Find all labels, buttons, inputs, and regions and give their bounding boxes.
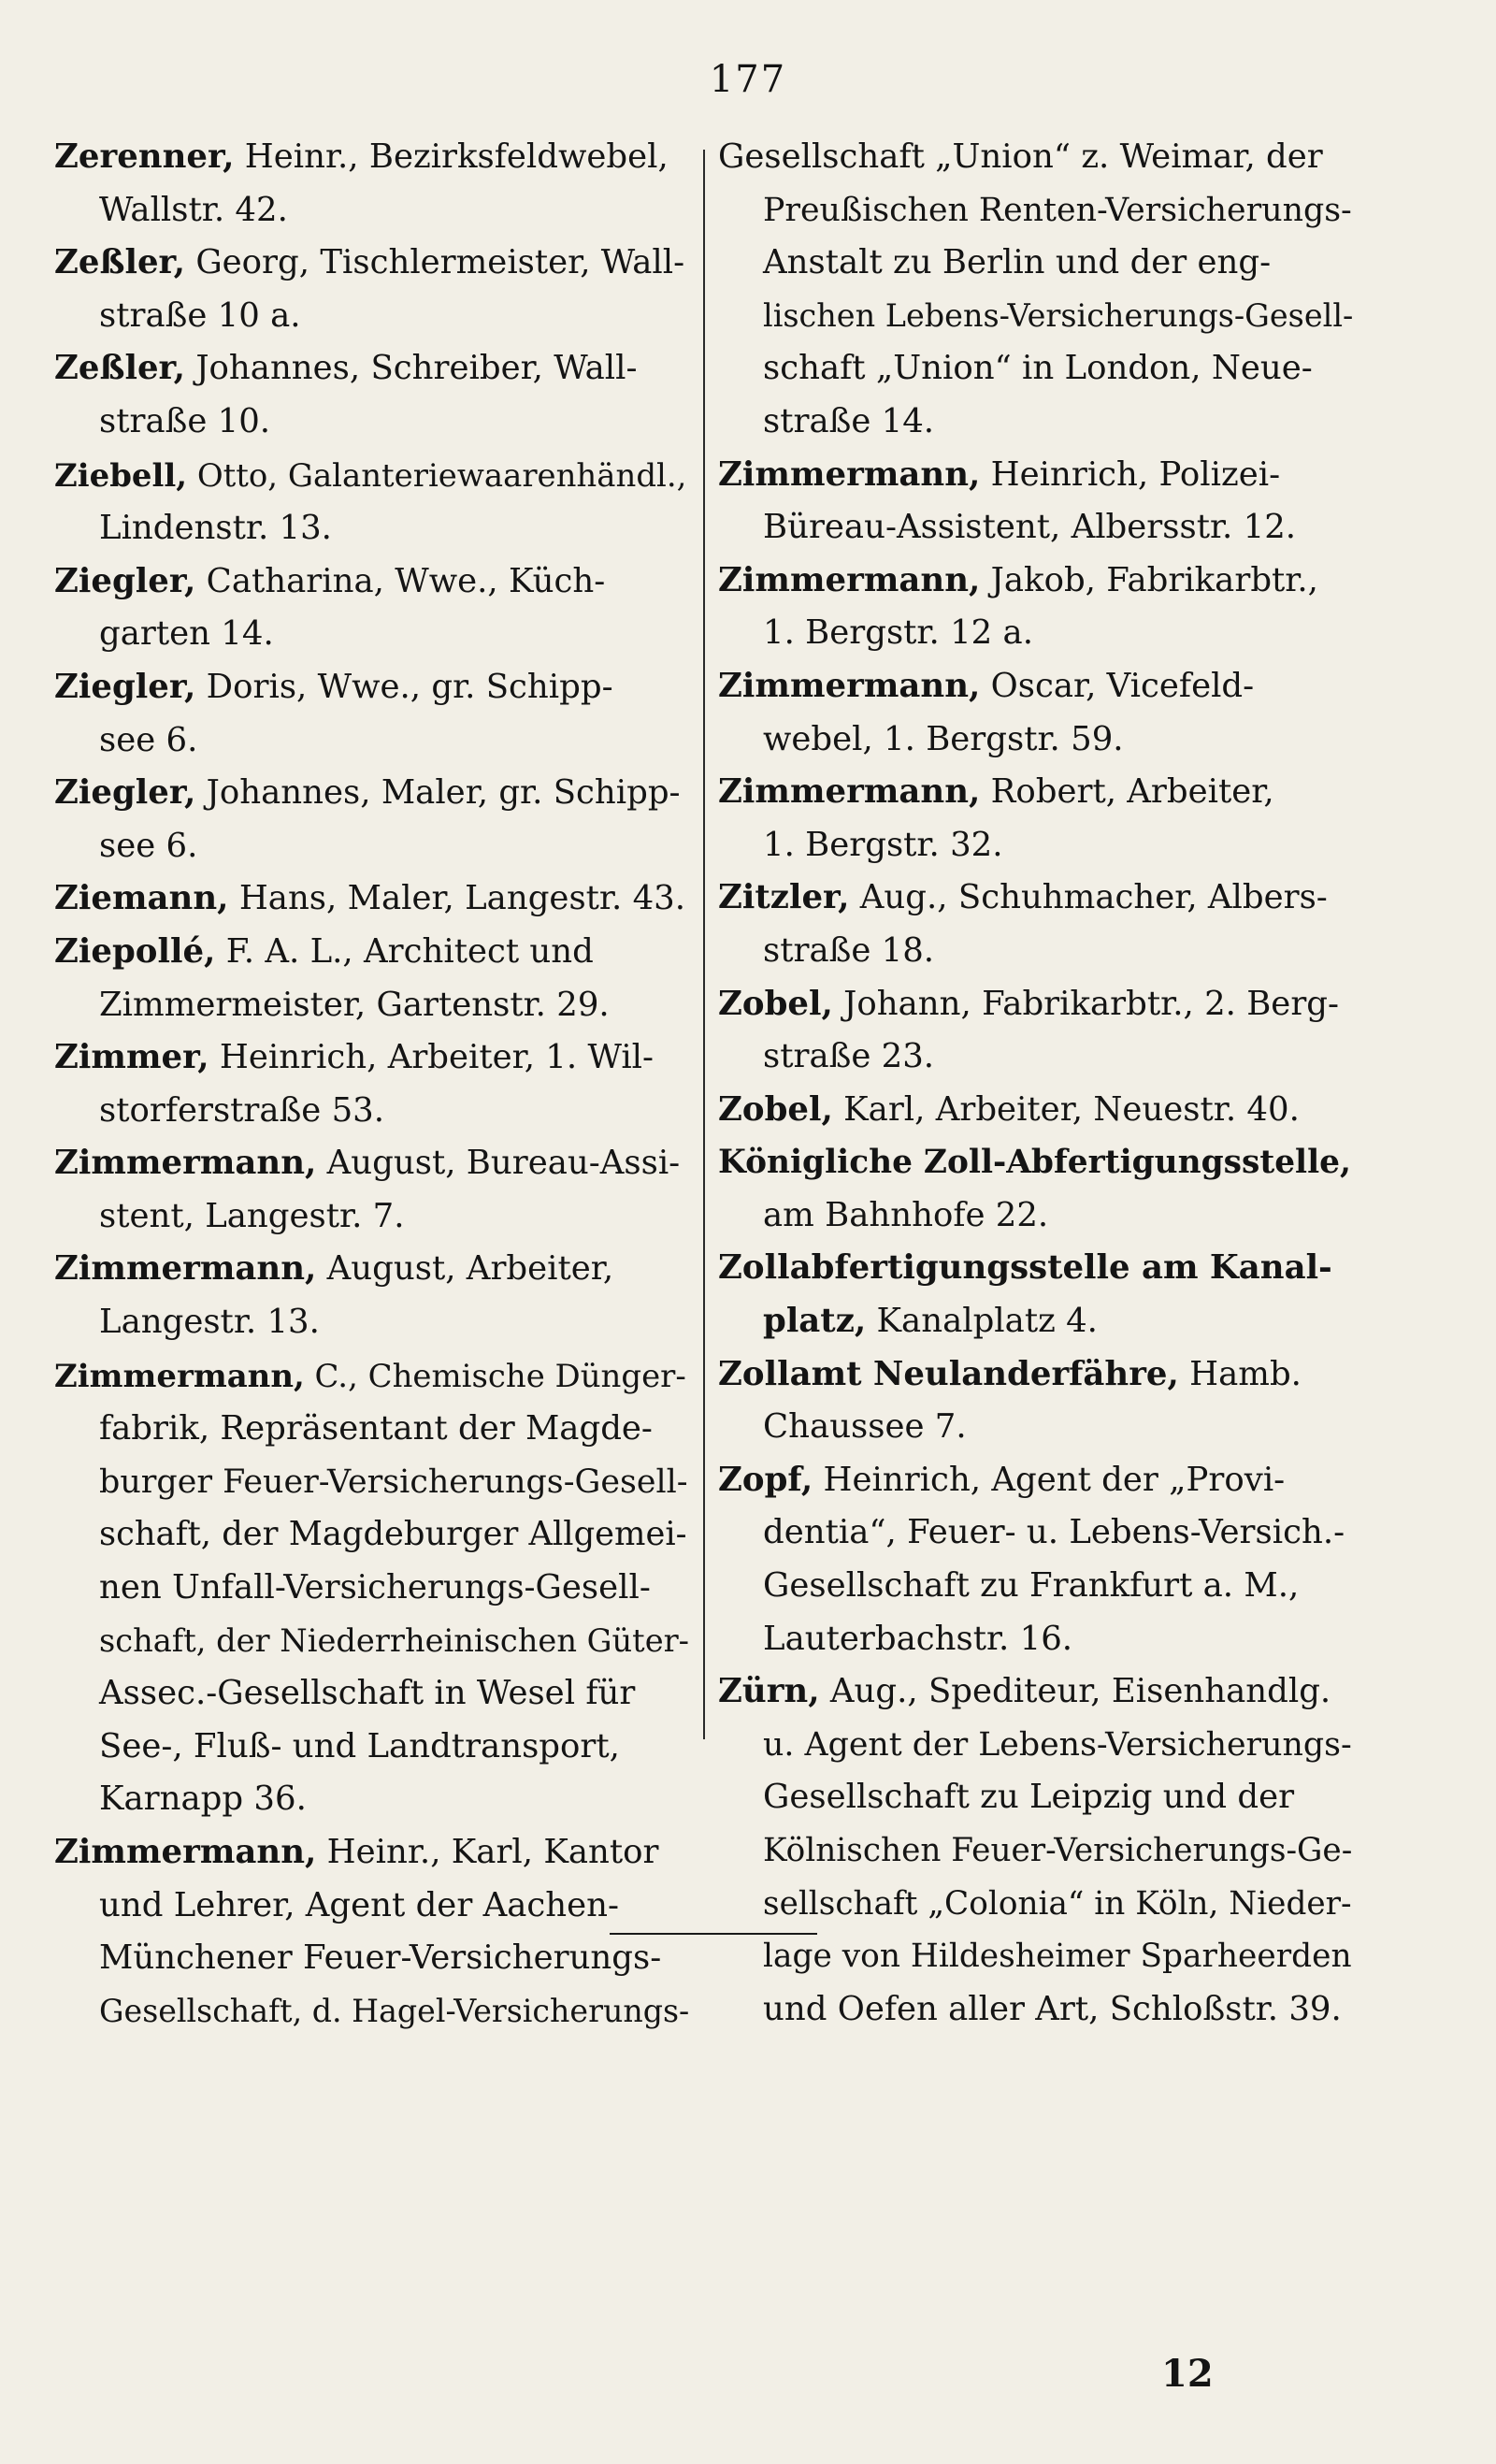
entry-text: Hamb. <box>1178 1354 1302 1393</box>
entry-line <box>718 1136 1354 1189</box>
entry-text: sellschaft „Colonia“ in Köln, Nieder- <box>763 1884 1352 1923</box>
entry-line <box>718 1878 1354 1931</box>
directory-entry <box>54 872 690 926</box>
entry-text: Johann, Fabrikarbtr., 2. Berg- <box>832 984 1340 1023</box>
page-number: 177 <box>709 58 787 101</box>
entry-line <box>718 184 1354 238</box>
entry-line <box>718 1189 1354 1243</box>
section-rule <box>610 1933 817 1935</box>
entry-text: Catharina, Wwe., Küch- <box>195 561 606 600</box>
directory-entry <box>54 555 690 661</box>
entry-name: Zimmermann, <box>54 1833 317 1871</box>
entry-text: Otto, Galanteriewaarenhändl., <box>187 456 687 494</box>
entry-line <box>54 1508 690 1562</box>
entry-text: straße 18. <box>763 930 935 970</box>
directory-entry <box>54 1137 690 1243</box>
entry-text: Heinr., Bezirksfeldwebel, <box>234 137 669 176</box>
entry-name: Zobel, <box>718 984 833 1023</box>
entry-line <box>718 1242 1354 1295</box>
entry-text: Robert, Arbeiter, <box>980 772 1274 812</box>
entry-text: 1. Bergstr. 32. <box>763 825 1003 864</box>
entry-text: Gesellschaft zu Frankfurt a. M., <box>763 1566 1300 1606</box>
entry-text: Kölnischen Feuer-Versicherungs-Ge- <box>763 1832 1353 1869</box>
entry-text: am Bahnhofe 22. <box>763 1195 1049 1234</box>
entry-line <box>54 1667 690 1721</box>
entry-text: Gesellschaft „Union“ z. Weimar, der <box>718 137 1323 176</box>
entry-text: straße 23. <box>763 1037 935 1076</box>
entry-name: platz, <box>763 1302 867 1341</box>
entry-name: Zopf, <box>718 1460 813 1499</box>
entry-text: F. A. L., Architect und <box>215 931 594 971</box>
entry-line <box>718 1506 1354 1560</box>
entry-text: garten 14. <box>99 614 274 654</box>
directory-entry <box>54 1031 690 1137</box>
entry-name: Zimmermann, <box>54 1356 305 1394</box>
entry-line <box>718 660 1354 713</box>
entry-line <box>718 1930 1354 1983</box>
entry-name: Königliche Zoll-Abfertigungsstelle, <box>718 1144 1351 1182</box>
entry-line <box>718 1613 1354 1666</box>
entry-text: Lauterbachstr. 16. <box>763 1619 1073 1658</box>
entry-line <box>718 342 1354 396</box>
entry-text: und Lehrer, Agent der Aachen- <box>99 1885 619 1924</box>
directory-entry <box>718 449 1354 555</box>
entry-line <box>54 502 690 555</box>
entry-line <box>718 925 1354 978</box>
directory-entry <box>718 660 1354 766</box>
entry-text: Oscar, Vicefeld- <box>980 666 1255 705</box>
entry-name: Ziegler, <box>54 667 196 706</box>
entry-line <box>718 1665 1354 1719</box>
entry-text: C., Chemische Dünger- <box>304 1357 686 1394</box>
entry-name: Ziegler, <box>54 561 196 600</box>
entry-text: Preußischen Renten-Versicherungs- <box>763 191 1352 229</box>
directory-entry <box>718 978 1354 1084</box>
entry-text: webel, 1. Bergstr. 59. <box>763 719 1124 758</box>
entry-text: See-, Fluß- und Landtransport, <box>99 1726 620 1765</box>
entry-name: Ziepollé, <box>54 931 216 971</box>
entry-line <box>54 184 690 238</box>
entry-line <box>54 608 690 661</box>
entry-text: Heinrich, Polizei- <box>980 454 1281 494</box>
entry-name: Zürn, <box>718 1672 820 1711</box>
entry-text: fabrik, Repräsentant der Magde- <box>99 1409 653 1448</box>
entry-line <box>54 1403 690 1456</box>
entry-name: Ziebell, <box>54 455 188 494</box>
entry-line <box>54 1296 690 1349</box>
directory-entry <box>54 1349 690 1826</box>
entry-text: Heinrich, Agent der „Provi- <box>813 1460 1286 1499</box>
entry-name: Zollabfertigungsstelle am Kanal- <box>718 1248 1332 1288</box>
directory-entry <box>54 661 690 767</box>
entry-line <box>54 1615 690 1668</box>
directory-entry <box>54 1826 690 2038</box>
directory-entry <box>54 342 690 448</box>
entry-line <box>54 237 690 290</box>
entry-text: Heinr., Karl, Kantor <box>316 1833 659 1871</box>
directory-entry <box>718 1665 1354 2036</box>
entry-text: Gesellschaft zu Leipzig und der <box>763 1778 1295 1817</box>
entry-name: Zeßler, <box>54 243 186 282</box>
entry-text: Assec.-Gesellschaft in Wesel für <box>99 1674 636 1713</box>
entry-line <box>718 131 1354 184</box>
entry-text: Zimmermeister, Gartenstr. 29. <box>99 985 610 1024</box>
directory-entry <box>718 1084 1354 1137</box>
entry-name: Zobel, <box>718 1089 833 1129</box>
entry-line <box>54 449 690 503</box>
entry-line <box>54 1773 690 1826</box>
entry-line <box>718 1084 1354 1137</box>
directory-entry <box>54 767 690 872</box>
entry-line <box>718 1983 1354 2037</box>
entry-line <box>54 979 690 1032</box>
entry-name: Zimmermann, <box>718 560 981 599</box>
entry-line <box>54 1932 690 1985</box>
entry-line <box>718 1295 1354 1348</box>
entry-text: Johannes, Schreiber, Wall- <box>185 349 638 388</box>
entry-line <box>718 555 1354 608</box>
entry-line <box>54 1985 690 2039</box>
entry-line <box>718 1824 1354 1878</box>
directory-entry <box>718 1136 1354 1242</box>
entry-text: nen Unfall-Versicherungs-Gesell- <box>99 1568 651 1607</box>
entry-text: August, Arbeiter, <box>316 1249 614 1289</box>
entry-line <box>54 1456 690 1509</box>
entry-text: Karnapp 36. <box>99 1780 307 1819</box>
entry-text: see 6. <box>99 720 198 759</box>
entry-line <box>54 926 690 979</box>
entry-text: Chaussee 7. <box>763 1407 967 1447</box>
entry-text: Aug., Schuhmacher, Albers- <box>849 878 1328 917</box>
entry-text: stent, Langestr. 7. <box>99 1196 405 1235</box>
entry-text: Georg, Tischlermeister, Wall- <box>185 243 685 282</box>
directory-entry <box>54 1243 690 1348</box>
entry-line <box>54 1826 690 1880</box>
entry-text: lage von Hildesheimer Sparheerden <box>763 1938 1352 1976</box>
entry-text: Langestr. 13. <box>99 1303 320 1342</box>
entry-line <box>54 661 690 714</box>
right-column <box>718 131 1354 2036</box>
entry-name: Ziegler, <box>54 773 196 813</box>
entry-name: Zollamt Neulanderfähre, <box>718 1354 1179 1393</box>
entry-line <box>54 1243 690 1296</box>
entry-line <box>718 1401 1354 1454</box>
entry-text: straße 10 a. <box>99 295 301 335</box>
directory-entry <box>54 449 690 555</box>
entry-line <box>718 449 1354 502</box>
entry-text: Doris, Wwe., gr. Schipp- <box>195 667 613 706</box>
entry-line <box>54 1085 690 1138</box>
entry-text: August, Bureau-Assi- <box>316 1144 681 1183</box>
entry-line <box>718 1348 1354 1402</box>
entry-text: Hans, Maler, Langestr. 43. <box>228 879 686 918</box>
entry-line <box>718 1771 1354 1824</box>
entry-line <box>54 1562 690 1615</box>
entry-line <box>718 290 1354 343</box>
entry-line <box>54 714 690 768</box>
entry-line <box>54 290 690 343</box>
entry-line <box>718 713 1354 767</box>
directory-entry <box>718 872 1354 977</box>
entry-line <box>54 820 690 873</box>
directory-entry <box>718 1242 1354 1347</box>
directory-entry <box>54 926 690 1031</box>
entry-text: Münchener Feuer-Versicherungs- <box>99 1938 662 1978</box>
entry-name: Zimmermann, <box>718 666 981 705</box>
entry-line <box>718 1719 1354 1772</box>
entry-text: Aug., Spediteur, Eisenhandlg. <box>819 1672 1331 1711</box>
directory-entry <box>718 766 1354 872</box>
entry-line <box>54 1349 690 1404</box>
entry-text: u. Agent der Lebens-Versicherungs- <box>763 1725 1352 1764</box>
entry-text: Heinrich, Arbeiter, 1. Wil- <box>209 1038 654 1077</box>
entry-name: Ziemann, <box>54 879 229 918</box>
entry-line <box>718 872 1354 925</box>
entry-line <box>718 607 1354 660</box>
entry-text: 1. Bergstr. 12 a. <box>763 613 1033 653</box>
entry-text: Anstalt zu Berlin und der eng- <box>763 243 1272 282</box>
entry-line <box>718 1454 1354 1507</box>
entry-name: Zerenner, <box>54 137 235 176</box>
entry-name: Zitzler, <box>718 878 850 917</box>
entry-line <box>718 237 1354 290</box>
entry-text: schaft „Union“ in London, Neue- <box>763 349 1313 388</box>
entry-line <box>54 396 690 449</box>
entry-line <box>54 342 690 396</box>
entry-text: Karl, Arbeiter, Neuestr. 40. <box>832 1089 1300 1129</box>
entry-line <box>54 872 690 926</box>
entry-text: dentia“, Feuer- u. Lebens-Versich.- <box>763 1513 1345 1552</box>
entry-line <box>718 501 1354 555</box>
column-divider <box>703 150 705 1739</box>
entry-line <box>718 766 1354 819</box>
entry-line <box>718 978 1354 1031</box>
entry-name: Zimmermann, <box>54 1144 317 1183</box>
entry-text: straße 10. <box>99 401 271 440</box>
directory-entry <box>54 131 690 237</box>
entry-line <box>54 1137 690 1190</box>
entry-name: Zimmermann, <box>54 1249 317 1289</box>
entry-line <box>718 1560 1354 1613</box>
entry-line <box>54 767 690 820</box>
entry-line <box>718 396 1354 449</box>
entry-line <box>54 555 690 609</box>
entry-text: Kanalplatz 4. <box>866 1302 1098 1341</box>
entry-text: Wallstr. 42. <box>99 190 288 229</box>
entry-line <box>54 1031 690 1085</box>
left-column <box>54 131 690 2038</box>
entry-text: storferstraße 53. <box>99 1090 385 1130</box>
entry-name: Zimmermann, <box>718 772 981 812</box>
entry-line <box>718 1030 1354 1084</box>
entry-text: straße 14. <box>763 401 935 440</box>
entry-text: burger Feuer-Versicherungs-Gesell- <box>99 1463 688 1501</box>
entry-text: lischen Lebens-Versicherungs-Gesell- <box>763 296 1354 334</box>
entry-name: Zeßler, <box>54 349 186 388</box>
entry-text: Gesellschaft, d. Hagel-Versicherungs- <box>99 1992 690 2029</box>
entry-name: Zimmermann, <box>718 454 981 494</box>
signature-mark: 12 <box>1161 2352 1214 2396</box>
entry-name: Zimmer, <box>54 1038 209 1077</box>
entry-text: Lindenstr. 13. <box>99 509 332 548</box>
entry-text: Büreau-Assistent, Albersstr. 12. <box>763 508 1297 547</box>
directory-entry <box>718 1454 1354 1665</box>
directory-entry <box>718 131 1354 449</box>
entry-text: schaft, der Niederrheinischen Güter- <box>99 1621 690 1659</box>
entry-line <box>54 1880 690 1933</box>
entry-line <box>54 131 690 184</box>
entry-line <box>54 1721 690 1774</box>
entry-text: Johannes, Maler, gr. Schipp- <box>195 773 681 813</box>
directory-entry <box>718 1348 1354 1454</box>
entry-line <box>54 1190 690 1244</box>
entry-text: schaft, der Magdeburger Allgemei- <box>99 1515 687 1554</box>
entry-line <box>718 819 1354 872</box>
directory-entry <box>54 237 690 342</box>
directory-entry <box>718 555 1354 660</box>
entry-text: Jakob, Fabrikarbtr., <box>980 560 1318 599</box>
entry-text: see 6. <box>99 826 198 865</box>
entry-text: und Oefen aller Art, Schloßstr. 39. <box>763 1989 1342 2028</box>
